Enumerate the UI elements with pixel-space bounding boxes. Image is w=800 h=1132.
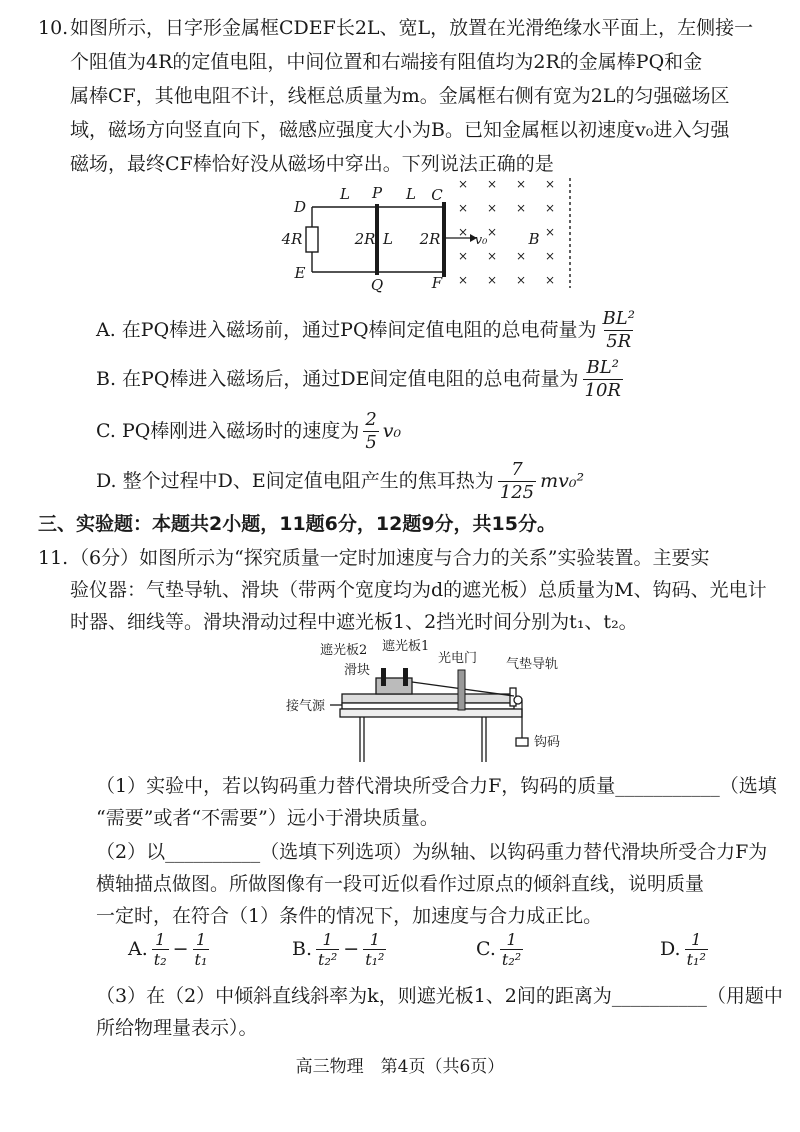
svg-text:×: × [486, 201, 498, 215]
svg-text:×: × [515, 249, 527, 263]
q10-line-1: 如图所示，日字形金属框CDEF长2L、宽L，放置在光滑绝缘水平面上，左侧接一 [70, 17, 754, 39]
label-v0: v₀ [474, 233, 488, 248]
q10-number: 10. [38, 17, 69, 39]
q11-sub3-line-1: （3）在（2）中倾斜直线斜率为k，则遮光板1、2间的距离为__________（用题中 [96, 985, 783, 1007]
q11-choice-a: A. $\frac{1}{\text{t₂}}$ − $\frac{1}{\text{t₁}}$ [128, 929, 208, 969]
label-air-track: 气垫导轨 [506, 657, 559, 672]
shade-plate-1 [403, 668, 408, 686]
q11-sub3-line-2: 所给物理量表示）。 [96, 1017, 258, 1039]
svg-text:×: × [486, 177, 498, 191]
label-F: F [431, 274, 443, 292]
q11-sub2-line-1: （2）以__________（选填下列选项）为纵轴、以钩码重力替代滑块所受合力F为 [96, 841, 768, 863]
svg-text:×: × [486, 249, 498, 263]
q11-sub1-line-2: “需要”或者“不需要”）远小于滑块质量。 [96, 807, 439, 829]
svg-text:×: × [515, 201, 527, 215]
photogate [458, 670, 465, 710]
q10-a-fraction: $\frac{\text{BL²}}{5R}$ [602, 307, 635, 352]
label-weight: 钩码 [534, 735, 561, 750]
q11-line-3: 时器、细线等。滑块滑动过程中遮光板1、2挡光时间分别为t₁、t₂。 [70, 611, 638, 633]
label-2R-mid: 2R [354, 230, 376, 248]
q10-line-2: 个阻值为4R的定值电阻，中间位置和右端接有阻值均为2R的金属棒PQ和金 [70, 51, 703, 73]
svg-text:×: × [544, 273, 556, 287]
label-E: E [294, 264, 306, 282]
q10-c-fraction: $\frac{2}{5}$ [365, 408, 377, 453]
svg-text:×: × [457, 201, 469, 215]
q10-line-5: 磁场，最终CF棒恰好没从磁场中穿出。下列说法正确的是 [70, 153, 554, 175]
q10-b-fraction: $\frac{\text{BL²}}{10R}$ [584, 356, 621, 401]
label-Q: Q [370, 276, 384, 294]
shade-plate-2 [381, 668, 386, 686]
label-photogate: 光电门 [438, 651, 478, 666]
label-slider: 滑块 [344, 663, 371, 678]
svg-text:×: × [544, 225, 556, 239]
q11-number: 11. [38, 547, 69, 569]
q11-air-track-figure [280, 638, 590, 770]
label-2R-right: 2R [419, 230, 441, 248]
page-footer: 高三物理 第4页（共6页） [295, 1057, 505, 1077]
q10-d-fraction: $\frac{7}{125}$ [499, 458, 535, 503]
q11-choice-c: C. $\frac{1}{\text{t₂²}}$ [476, 929, 522, 969]
svg-text:×: × [457, 249, 469, 263]
label-4R: 4R [281, 230, 303, 248]
svg-text:×: × [457, 225, 469, 239]
label-L-mid: L [383, 230, 393, 248]
q11-sub1-line-1: （1）实验中，若以钩码重力替代滑块所受合力F，钩码的质量___________（选填 [96, 775, 777, 797]
q11-line-2: 验仪器：气垫导轨、滑块（带两个宽度均为d的遮光板）总质量为M、钩码、光电计 [70, 579, 767, 601]
svg-text:×: × [486, 225, 498, 239]
q10-option-c: C. PQ棒刚进入磁场时的速度为 $\frac{2}{5}$ v₀ [96, 408, 402, 453]
q10-option-a: A. 在PQ棒进入磁场前，通过PQ棒间定值电阻的总电荷量为 $\frac{\text{BL²}}{5R}$ [96, 307, 635, 352]
svg-text:×: × [457, 177, 469, 191]
svg-text:×: × [515, 273, 527, 287]
q10-option-d: D. 整个过程中D、E间定值电阻产生的焦耳热为 $\frac{7}{125}$ mv₀² [96, 458, 585, 503]
svg-text:×: × [544, 177, 556, 191]
label-air-source: 接气源 [286, 699, 326, 714]
label-B: B [528, 230, 540, 248]
magnetic-field-crosses [458, 177, 555, 287]
svg-text:×: × [544, 201, 556, 215]
label-plate-1: 遮光板1 [382, 639, 430, 654]
svg-text:×: × [486, 273, 498, 287]
q10-option-b: B. 在PQ棒进入磁场后，通过DE间定值电阻的总电荷量为 $\frac{\text{BL²}}{10R}$ [96, 356, 621, 401]
svg-text:×: × [544, 249, 556, 263]
q11-choice-b: B. $\frac{1}{\text{t₂²}}$ − $\frac{1}{\text{t₁²}}$ [292, 929, 385, 969]
q10-circuit-figure [270, 172, 590, 296]
q11-sub2-line-3: 一定时，在符合（1）条件的情况下，加速度与合力成正比。 [96, 905, 603, 927]
svg-text:×: × [457, 273, 469, 287]
q11-sub2-line-2: 横轴描点做图。所做图像有一段可近似看作过原点的倾斜直线，说明质量 [96, 873, 705, 895]
svg-text:×: × [515, 177, 527, 191]
q10-line-4: 域，磁场方向竖直向下，磁感应强度大小为B。已知金属框以初速度v₀进入匀强 [70, 119, 730, 141]
label-P: P [371, 184, 383, 202]
q11-line-1: （6分）如图所示为“探究质量一定时加速度与合力的关系”实验装置。主要实 [70, 547, 710, 569]
q11-choice-d: D. $\frac{1}{\text{t₁²}}$ [660, 929, 706, 969]
label-C: C [431, 186, 443, 204]
label-L-top-right: L [406, 185, 416, 203]
label-L-top-left: L [340, 185, 350, 203]
label-D: D [293, 198, 307, 216]
section-3-heading: 三、实验题：本题共2小题，11题6分，12题9分，共15分。 [38, 513, 556, 535]
label-plate-2: 遮光板2 [320, 643, 368, 658]
q10-line-3: 属棒CF，其他电阻不计，线框总质量为m。金属框右侧有宽为2L的匀强磁场区 [70, 85, 730, 107]
